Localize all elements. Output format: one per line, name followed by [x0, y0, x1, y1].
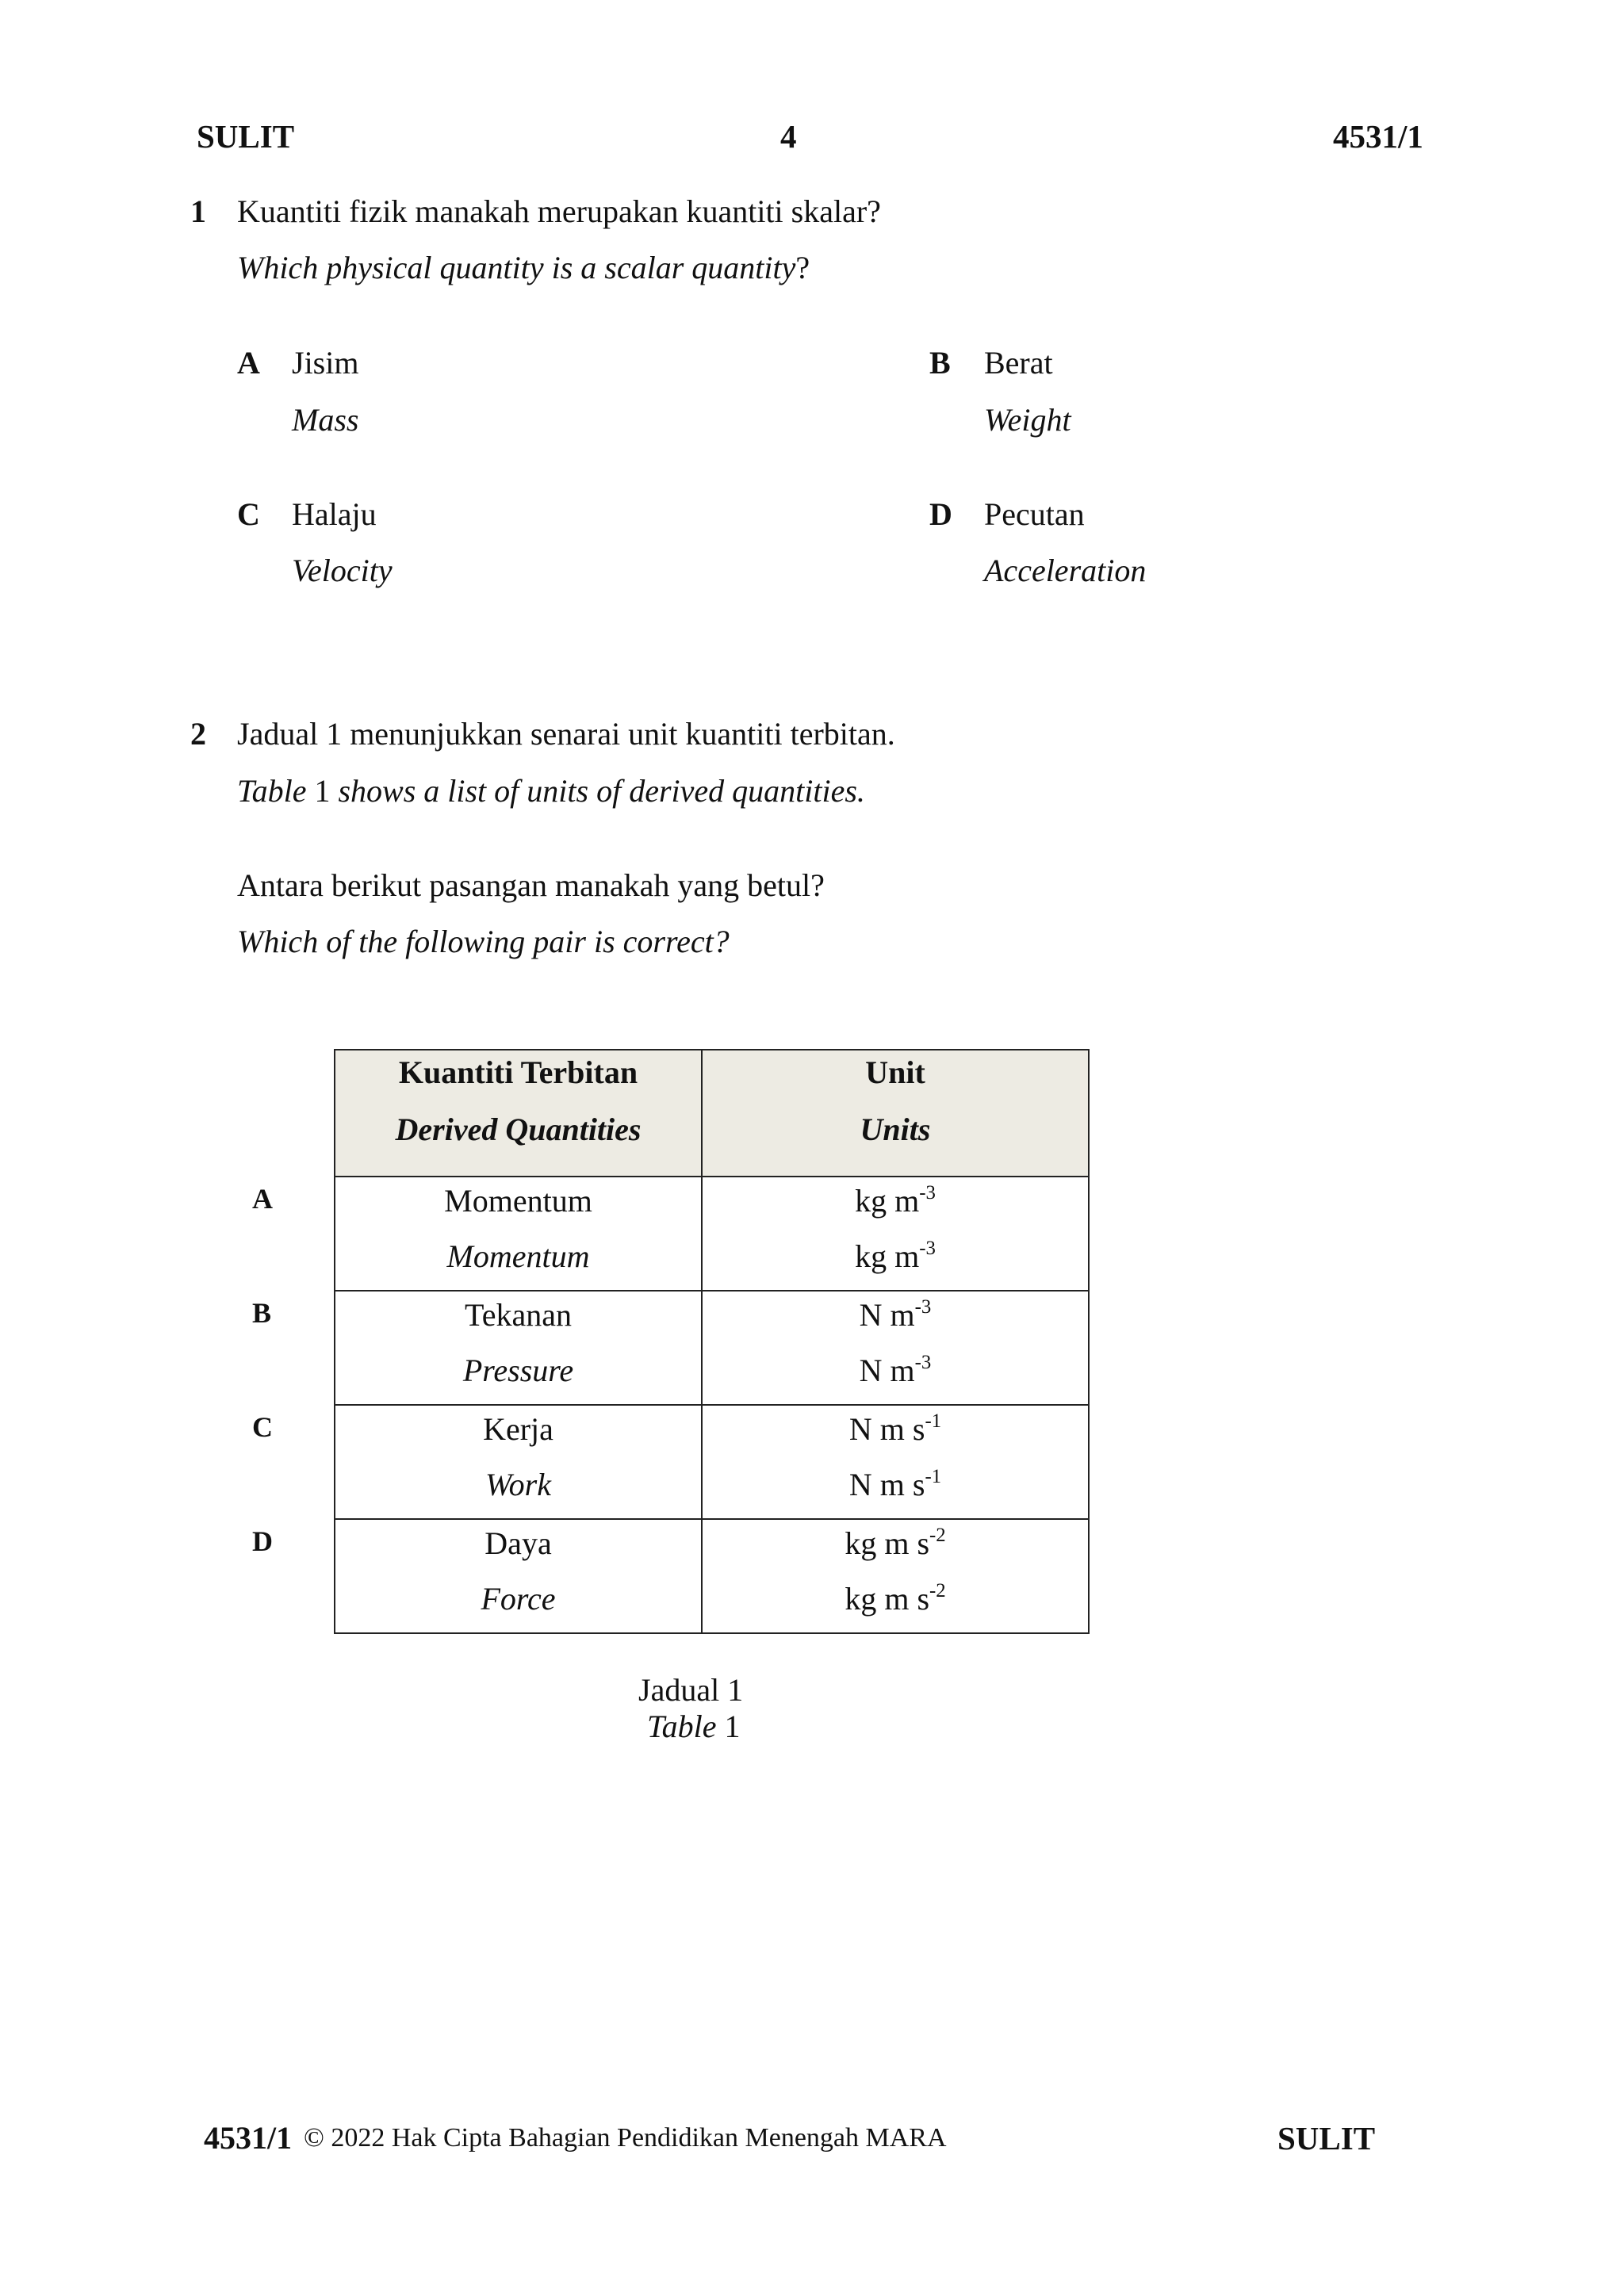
unit-base: N m — [859, 1297, 915, 1333]
option-a-english: Mass — [292, 402, 359, 438]
unit-exponent: -3 — [919, 1237, 936, 1259]
table-row-letter-a: A — [252, 1183, 273, 1215]
quantity-english: Pressure — [462, 1353, 574, 1388]
table-body — [335, 1177, 1089, 1633]
option-d-english: Acceleration — [984, 553, 1147, 588]
option-c-english: Velocity — [292, 553, 393, 588]
footer-copyright: © 2022 Hak Cipta Bahagian Pendidikan Menengah MARA — [304, 2123, 947, 2152]
quantity-malay: Daya — [485, 1525, 552, 1561]
caption-table-number: 1 — [724, 1709, 741, 1744]
paper-code: 4531/1 — [1333, 118, 1423, 155]
header-unit-english: Units — [860, 1112, 931, 1147]
unit-line-2 — [703, 1465, 1088, 1502]
quantity-english: Work — [485, 1467, 551, 1502]
unit-line-1 — [703, 1410, 1088, 1447]
quantity-cell — [335, 1405, 702, 1519]
header-quantity-malay: Kuantiti Terbitan — [398, 1054, 638, 1090]
table-row — [335, 1291, 1089, 1405]
unit-base: N m s — [848, 1467, 925, 1502]
header-unit-malay: Unit — [865, 1054, 925, 1090]
option-c-malay: Halaju — [292, 496, 377, 532]
caption-table-word: Table — [647, 1709, 717, 1744]
derived-quantities-table — [334, 1049, 1090, 1634]
question-2-intro-english — [237, 775, 865, 807]
unit-exponent: -3 — [919, 1181, 936, 1203]
unit-line-2 — [703, 1351, 1088, 1388]
quantity-english: Momentum — [446, 1238, 590, 1274]
option-c-letter: C — [237, 496, 260, 532]
unit-exponent: -2 — [929, 1579, 946, 1601]
table-row — [335, 1177, 1089, 1291]
question-2-table-word: Table — [237, 773, 307, 809]
unit-exponent: -1 — [925, 1410, 942, 1432]
quantity-cell — [335, 1519, 702, 1633]
quantity-malay: Tekanan — [465, 1297, 572, 1333]
header-quantity-english: Derived Quantities — [395, 1112, 642, 1147]
question-1-english-mark: ? — [795, 250, 810, 285]
unit-exponent: -2 — [929, 1524, 946, 1546]
unit-line-2 — [703, 1237, 1088, 1274]
unit-base: kg m — [855, 1183, 920, 1219]
unit-line-1 — [703, 1181, 1088, 1219]
question-1-number: 1 — [190, 193, 206, 229]
question-2-table-number: 1 — [314, 773, 331, 809]
question-1-english-body: Which physical quantity is a scalar quantity — [237, 250, 796, 285]
quantity-malay: Momentum — [444, 1183, 592, 1219]
question-1-text-english — [237, 252, 810, 284]
quantity-english: Force — [481, 1581, 556, 1617]
quantity-cell — [335, 1177, 702, 1291]
unit-exponent: -3 — [914, 1295, 932, 1318]
table-header — [335, 1050, 1089, 1177]
option-a-malay: Jisim — [292, 345, 359, 381]
quantity-cell — [335, 1291, 702, 1405]
unit-base: kg m — [855, 1238, 920, 1274]
option-a-letter: A — [237, 345, 260, 381]
table-row-letter-d: D — [252, 1525, 273, 1557]
option-b-letter: B — [929, 345, 951, 381]
table-row — [335, 1405, 1089, 1519]
question-2-intro-rest: shows a list of units of derived quantities. — [338, 773, 865, 809]
unit-exponent: -1 — [925, 1465, 942, 1487]
quantity-malay: Kerja — [483, 1411, 553, 1447]
unit-cell — [702, 1291, 1089, 1405]
unit-base: N m — [859, 1353, 915, 1388]
unit-cell — [702, 1519, 1089, 1633]
unit-base: kg m s — [845, 1525, 930, 1561]
header-cell-unit — [702, 1050, 1089, 1177]
header-cell-quantity — [335, 1050, 702, 1177]
unit-line-1 — [703, 1295, 1088, 1333]
option-b-english: Weight — [984, 402, 1071, 438]
question-2-prompt-malay: Antara berikut pasangan manakah yang betul? — [237, 867, 825, 903]
table-header-row — [335, 1050, 1089, 1177]
question-2-number: 2 — [190, 716, 206, 752]
unit-line-2 — [703, 1579, 1088, 1617]
unit-cell — [702, 1405, 1089, 1519]
unit-base: N m s — [848, 1411, 925, 1447]
unit-cell — [702, 1177, 1089, 1291]
unit-line-1 — [703, 1524, 1088, 1561]
question-2-prompt-english: Which of the following pair is correct? — [237, 924, 730, 959]
table-caption-english — [647, 1711, 740, 1743]
table-row-letter-b: B — [252, 1297, 272, 1329]
footer-paper-code: 4531/1 — [204, 2120, 293, 2156]
unit-exponent: -3 — [914, 1351, 932, 1373]
option-d-letter: D — [929, 496, 952, 532]
question-1-text-malay: Kuantiti fizik manakah merupakan kuantiti skalar? — [237, 193, 881, 229]
unit-base: kg m s — [845, 1581, 930, 1617]
table-row — [335, 1519, 1089, 1633]
table-row-letter-c: C — [252, 1411, 273, 1443]
option-b-malay: Berat — [984, 345, 1053, 381]
footer-classification: SULIT — [1277, 2120, 1376, 2156]
option-d-malay: Pecutan — [984, 496, 1085, 532]
table-caption-malay: Jadual 1 — [638, 1672, 744, 1708]
question-2-intro-malay: Jadual 1 menunjukkan senarai unit kuantiti terbitan. — [237, 716, 895, 752]
page-number: 4 — [780, 118, 797, 155]
header-classification: SULIT — [197, 118, 295, 155]
